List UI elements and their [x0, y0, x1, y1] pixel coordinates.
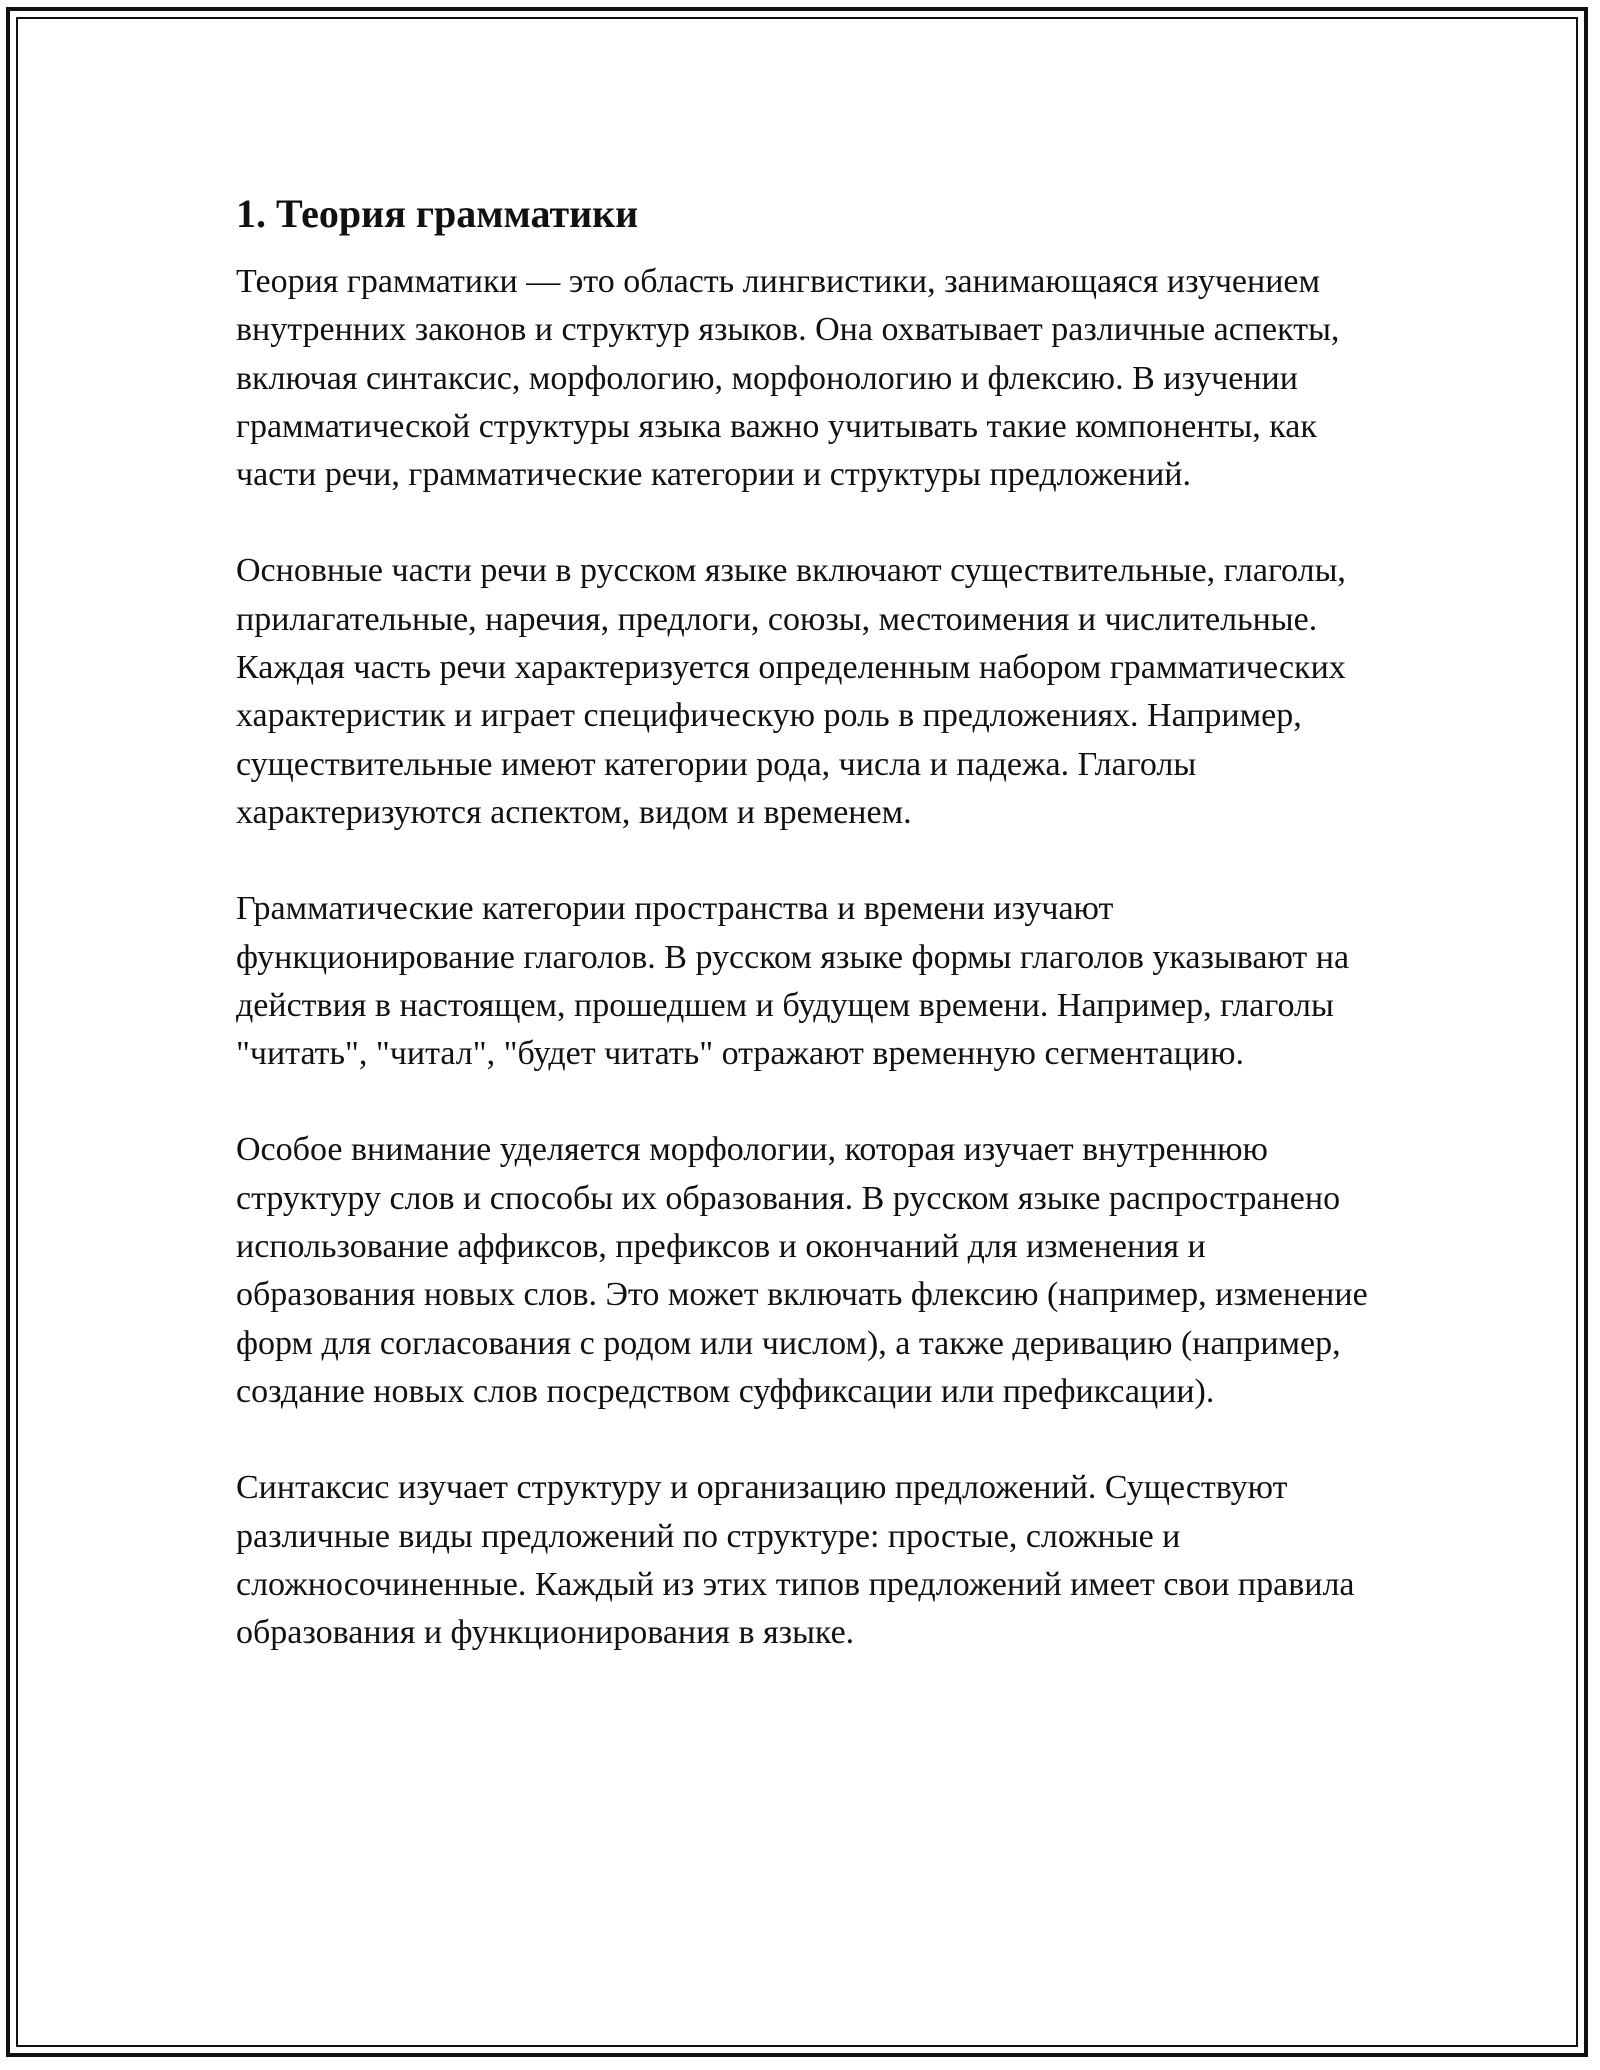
paragraph-syntax: Синтаксис изучает структуру и организацию предложений. Существуют различные виды предложений по структуре: простые, сложные и сложносочиненные. Каждый из этих типов предложений имеет свои правила образования и функционирования в языке. [236, 1469, 1355, 1652]
paragraph-morphology: Особое внимание уделяется морфологии, которая изучает внутреннюю структуру слов и способы их образования. В русском языке распространено использование аффиксов, префиксов и окончаний для изменения и образования новых слов. Это может включать флексию (например, изменение форм для согласования с родом или числом), а также деривацию (например, создание новых слов посредством суффиксации или префиксации). [236, 1131, 1368, 1410]
paragraph-tense-categories: Грамматические категории пространства и времени изучают функционирование глаголов. В русском языке формы глаголов указывают на действия в настоящем, прошедшем и будущем времени. Например, глаголы "читать", "читал", "будет читать" отражают временную сегментацию. [236, 890, 1350, 1073]
document-body [236, 186, 1376, 1705]
paragraph-intro: Теория грамматики — это область лингвистики, занимающаяся изучением внутренних законов и структур языков. Она охватывает различные аспекты, включая синтаксис, морфологию, морфонологию и флексию. В изучении грамматической структуры языка важно учитывать такие компоненты, как части речи, грамматические категории и структуры предложений. [236, 263, 1340, 494]
section-heading: 1. Теория грамматики [236, 191, 639, 236]
paragraph-parts-of-speech: Основные части речи в русском языке включают существительные, глаголы, прилагательные, наречия, предлоги, союзы, местоимения и числительные. Каждая часть речи характеризуется определенным набором грамматических характеристик и играет специфическую роль в предложениях. Например, существительные имеют категории рода, числа и падежа. Глаголы характеризуются аспектом, видом и временем. [236, 552, 1346, 831]
